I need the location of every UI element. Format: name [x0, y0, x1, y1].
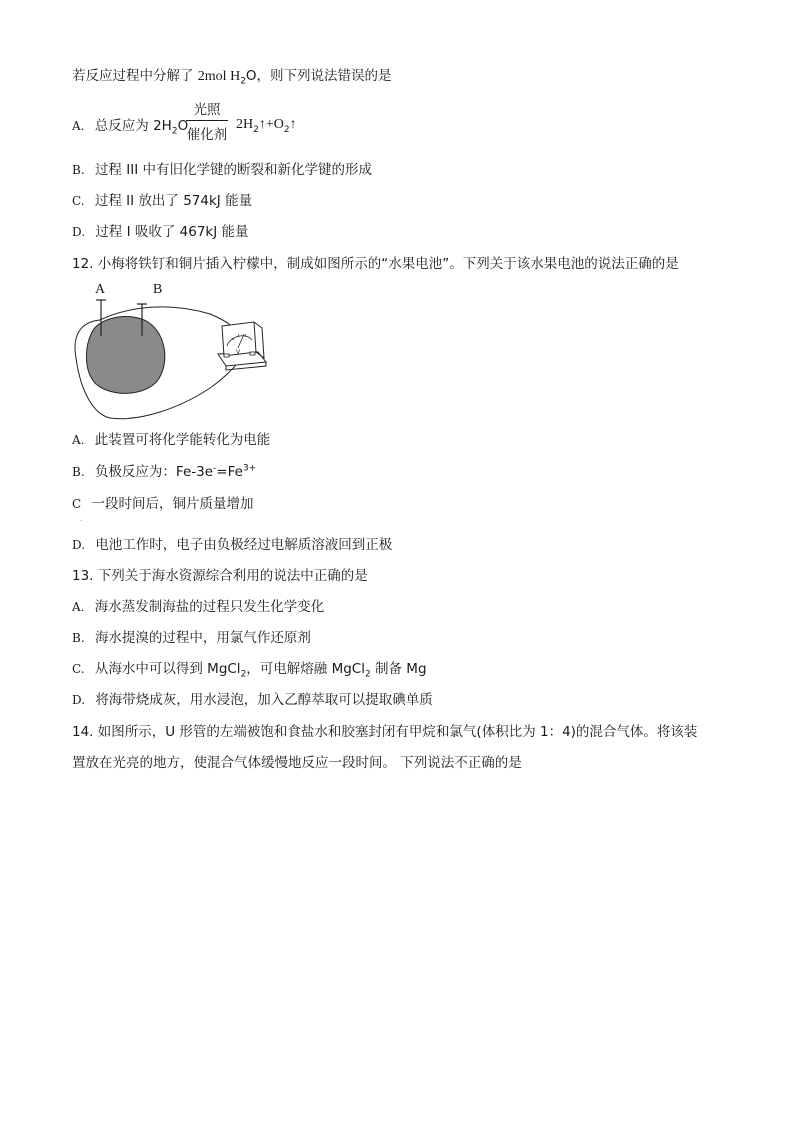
product-arrow: ↑	[289, 117, 297, 132]
subscript: 2	[253, 124, 259, 135]
question-intro	[72, 66, 392, 87]
option-text: 此装置可将化学能转化为电能	[94, 432, 271, 448]
q11-option-d[interactable]	[72, 222, 249, 242]
reaction-products	[236, 116, 297, 133]
figure-label-b: B	[153, 282, 163, 297]
option-letter: A.	[72, 119, 85, 133]
fruit-battery-figure	[70, 296, 280, 422]
option-letter: D.	[72, 538, 86, 552]
reaction-condition	[186, 98, 228, 143]
subscript: 2	[240, 669, 247, 680]
product-h: 2H	[236, 117, 254, 132]
q12-option-b[interactable]	[72, 462, 256, 482]
option-text-end: 制备 Mg	[370, 661, 427, 677]
superscript: 3+	[242, 463, 257, 474]
q12-option-c[interactable]	[72, 494, 253, 514]
subscript: 2	[364, 669, 371, 680]
q13-option-a[interactable]	[72, 597, 324, 617]
option-text: 从海水中可以得到 MgCl	[94, 661, 241, 677]
option-letter: D.	[72, 225, 86, 239]
option-text: 过程 III 中有旧化学键的断裂和新化学键的形成	[94, 162, 372, 178]
option-letter: B.	[72, 465, 85, 479]
intro-subscript: 2	[240, 76, 246, 87]
option-letter: A.	[72, 600, 85, 614]
q14-stem-line1: 14. 如图所示，U 形管的左端被饱和食盐水和胶塞封闭有甲烷和氯气(体积比为 1：4)的混合气体。将该装	[72, 724, 698, 740]
option-text: 过程 II 放出了 574kJ 能量	[94, 193, 253, 209]
intro-text-end: O，则下列说法错误的是	[245, 68, 392, 84]
q12-option-d[interactable]	[72, 535, 392, 555]
intro-text: 若反应过程中分解了	[72, 68, 198, 84]
q13-option-b[interactable]	[72, 628, 311, 648]
option-text-mid: =Fe	[216, 464, 243, 480]
option-text: 将海带烧成灰，用水浸泡，加入乙醇萃取可以提取碘单质	[95, 692, 433, 708]
q11-option-a[interactable]	[72, 116, 188, 136]
stray-dot: .	[80, 516, 82, 523]
product-o: ↑+O	[258, 117, 284, 132]
option-text: 过程 I 吸收了 467kJ 能量	[95, 224, 249, 240]
q11-option-c[interactable]	[72, 191, 252, 211]
option-text: 海水蒸发制海盐的过程只发生化学变化	[94, 599, 325, 615]
q12-stem: 12. 小梅将铁钉和铜片插入柠檬中，制成如图所示的“水果电池”。下列关于该水果电池的说法正确的是	[72, 256, 679, 272]
q13-option-d[interactable]	[72, 690, 433, 710]
q13-stem: 13. 下列关于海水资源综合利用的说法中正确的是	[72, 568, 368, 584]
option-text: 一段时间后，铜片质量增加	[91, 496, 254, 512]
option-letter: B.	[72, 163, 85, 177]
option-letter: C.	[72, 194, 85, 208]
option-text: 总反应为 2H	[94, 118, 172, 134]
q14-stem-line2: 置放在光亮的地方，使混合气体缓慢地反应一段时间。 下列说法不正确的是	[72, 755, 522, 771]
q13-option-c[interactable]	[72, 659, 427, 679]
option-letter: D.	[72, 693, 86, 707]
option-letter: B.	[72, 631, 85, 645]
option-text-o: O	[177, 118, 189, 134]
option-text: 负极反应为：Fe-3e	[94, 464, 214, 480]
lemon-shape	[86, 317, 164, 394]
superscript: -	[213, 463, 217, 474]
svg-text:V: V	[236, 349, 241, 356]
q11-option-b[interactable]	[72, 160, 372, 180]
condition-catalyst: 催化剂	[186, 127, 228, 143]
option-text-mid: ，可电解熔融 MgCl	[246, 661, 365, 677]
option-text: 海水提溴的过程中，用氯气作还原剂	[94, 630, 311, 646]
condition-light: 光照	[186, 98, 228, 121]
figure-label-a: A	[95, 282, 106, 297]
intro-amount: 2mol H	[197, 69, 241, 84]
q12-option-a[interactable]	[72, 430, 270, 450]
option-letter: C.	[72, 662, 85, 676]
subscript: 2	[171, 126, 178, 137]
option-letter: A.	[72, 433, 85, 447]
option-text: 电池工作时，电子由负极经过电解质溶液回到正极	[95, 537, 393, 553]
subscript: 2	[283, 124, 290, 135]
option-letter: C	[72, 497, 82, 511]
